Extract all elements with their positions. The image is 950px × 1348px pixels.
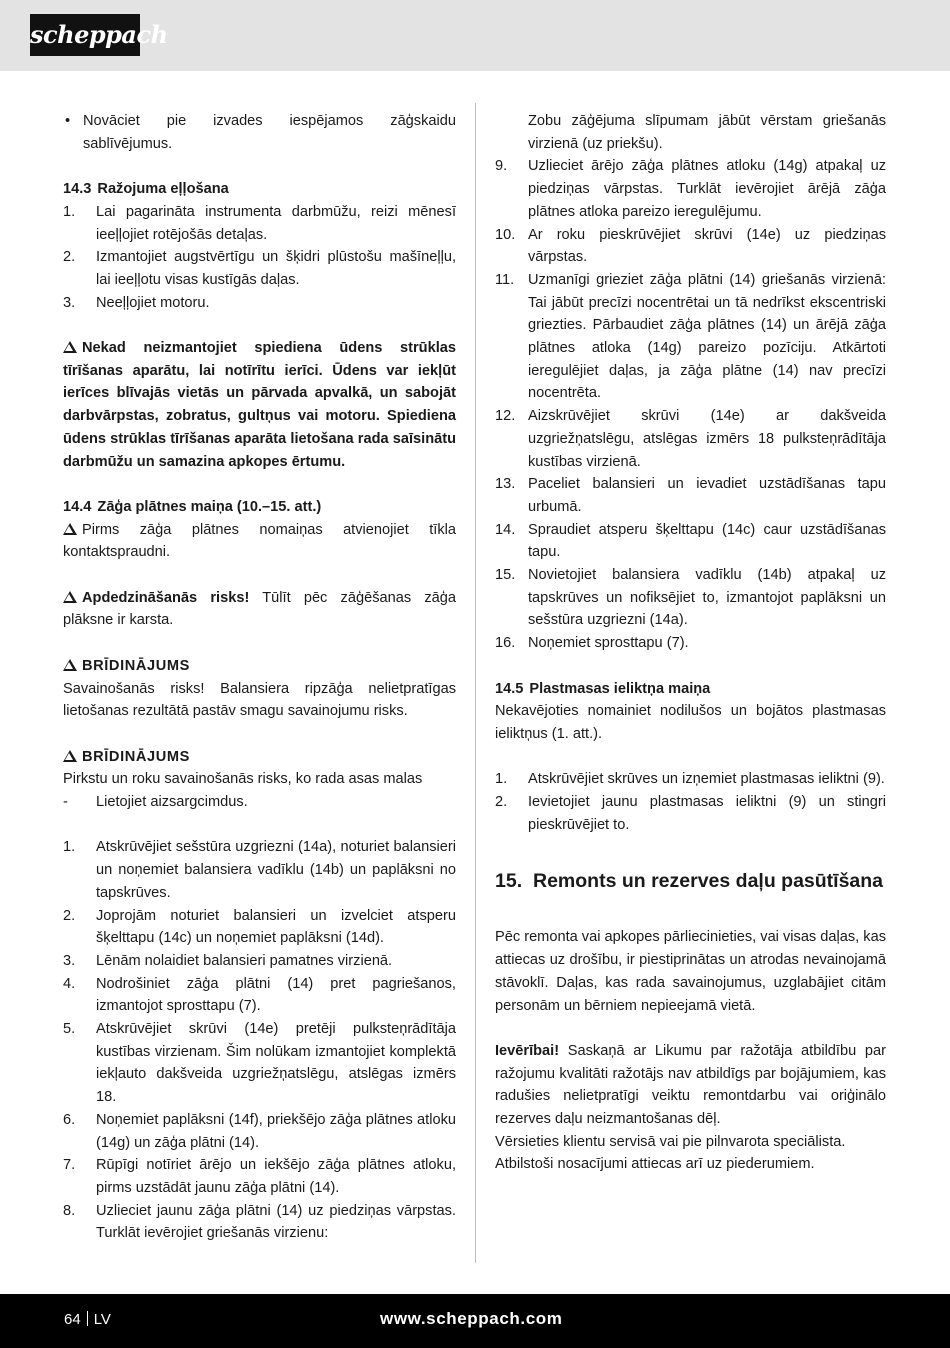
list-item: 4. Nodrošiniet zāģa plātni (14) pret pagriešanos, izmantojot sprosttapu (7).	[63, 975, 456, 1015]
list-item: 14. Spraudiet atsperu šķelttapu (14c) caur uzstādīšanas tapu.	[495, 521, 886, 561]
section-heading-15: 15. Remonts un rezerves daļu pasūtīšana	[495, 870, 884, 893]
right-column	[495, 110, 886, 1176]
list-item: 10. Ar roku pieskrūvējiet skrūvi (14e) uz piedziņas vārpstas.	[495, 226, 886, 266]
list-item: 1. Atskrūvējiet sešstūra uzgriezni (14a), noturiet balansieri un noņemiet balansiera vadīklu (14b) un paplāksni no tapskrūves.	[63, 839, 456, 901]
list-item: 2. Izmantojiet augstvērtīgu un šķidri plūstošu mašīneļļu, lai ieeļļotu visas kustīgās daļas.	[63, 249, 456, 288]
left-column	[63, 110, 456, 1245]
list-item: 13. Paceliet balansieri un ievadiet uzstādīšanas tapu urbumā.	[495, 476, 886, 515]
section-intro: Nekavējoties nomainiet nodilušos un bojātos plastmasas ieliktņus (1. att.).	[495, 703, 886, 742]
column-divider	[475, 103, 476, 1263]
list-item: 2. Ievietojiet jaunu plastmasas ieliktni (9) un stingri pieskrūvējiet to.	[495, 794, 886, 833]
list-item: - Lietojiet aizsargcimdus.	[63, 794, 248, 810]
list-item: 11. Uzmanīgi grieziet zāģa plātni (14) griešanās virzienā: Tai jābūt precīzi nocentrētai un tā nedrīkst ekscentriski griezties. Pārbaudiet zāģa plātnes (14) un ārējā zāģa plātnes atloka (14g) pareizo pozīciju. Atkārtoti ieregulējiet daļas, ja zāģa plātne (14) nav precīzi nocentrēta.	[495, 271, 886, 402]
warning-icon	[63, 523, 77, 535]
list-item: 15. Novietojiet balansiera vadīklu (14b) atpakaļ uz tapskrūves un nofiksējiet to, izmantojot paplāksni un sešstūra uzgriezni (14a).	[495, 567, 886, 629]
unplug-warning: Pirms zāģa plātnes nomaiņas atvienojiet tīkla kontaktspraudni.	[63, 521, 456, 561]
list-item: 3. Neeļļojiet motoru.	[63, 294, 210, 311]
list-item: 5. Atskrūvējiet skrūvi (14e) pretēji pulksteņrādītāja kustības virzienam. Šim nolūkam izmantojiet komplektā iekļauto dakšveida uzgriežņatslēgu, atslēgas izmērs 18.	[63, 1021, 456, 1106]
warning-icon	[63, 750, 77, 762]
list-item: 3. Lēnām nolaidiet balansieri pamatnes virzienā.	[63, 952, 393, 969]
bullet-marker: •	[65, 113, 71, 129]
list-item: 1. Atskrūvējiet skrūves un izņemiet plastmasas ieliktni (9).	[495, 771, 885, 788]
list-item: 2. Joprojām noturiet balansieri un izvelciet atsperu šķelttapu (14c) un noņemiet paplāksni (14d).	[63, 907, 456, 947]
list-item: 1. Lai pagarināta instrumenta darbmūžu, reizi mēnesī ieeļļojiet rotējošās detaļas.	[63, 203, 456, 243]
warning-heading: BRĪDINĀJUMS	[63, 746, 456, 769]
header-bar	[0, 0, 950, 71]
list-item: 9. Uzlieciet ārējo zāģa plātnes atloku (14g) atpakaļ uz piedziņas vārpstas. Turklāt ievērojiet ārējā zāģa plātnes atloka pareizo ieregulējumu.	[495, 158, 886, 220]
section-heading-14-4: 14.4 Zāģa plātnes maiņa (10.–15. att.)	[63, 498, 322, 515]
list-item: 8. Uzlieciet jaunu zāģa plātni (14) uz piedziņas vārpstas. Turklāt ievērojiet griešanās virzienu:	[63, 1202, 456, 1242]
list-item: 7. Rūpīgi notīriet ārējo un iekšējo zāģa plātnes atloku, pirms uzstādāt jaunu zāģa plātni (14).	[63, 1157, 456, 1196]
pressure-washer-warning: Nekad neizmantojiet spiediena ūdens strūklas tīrīšanas aparātu, lai notīrītu ierīci. Ūdens var iekļūt ierīces blīvajās vietās un pārvada apvalkā, un sabojāt darbvārpstas, zobratus, gultņus vai motoru. Spiediena ūdens strūklas tīrīšanas aparāta lietošana rada saīsinātu darbmūžu un samazina apkopes ērtumu.	[63, 340, 456, 470]
burn-warning: Apdedzināšanās risks! Tūlīt pēc zāģēšanas zāģa plāksne ir karsta.	[63, 589, 456, 629]
section-heading-14-5: 14.5 Plastmasas ieliktņa maiņa	[495, 680, 711, 697]
warning-icon	[63, 659, 77, 671]
warning-text: Savainošanās risks! Balansiera ripzāģa nelietpratīgas lietošanas rezultātā pastāv smagu savainojumu risks.	[63, 680, 456, 720]
footer-separator	[87, 1311, 88, 1326]
list-item: 16. Noņemiet sprosttapu (7).	[495, 635, 689, 652]
list-item-continuation: Zobu zāģējuma slīpumam jābūt vērstam griešanās virzienā (uz priekšu).	[528, 113, 886, 152]
notice-paragraph: Ievērībai! Saskaņā ar Likumu par ražotāja atbildību par ražojumu kvalitāti ražotājs nav atbildīgs par bojājumiem, kas radušies nelietpratīgi veiktu remontdarbu vai oriģinālo rezerves daļu neizmantošanas dēļ.	[495, 1042, 886, 1128]
list-item: 6. Noņemiet paplāksni (14f), priekšējo zāģa plātnes atloku (14g) un zāģa plātni (14).	[63, 1111, 456, 1151]
list-item: 12. Aizskrūvējiet skrūvi (14e) ar dakšveida uzgriežņatslēgu, atslēgas izmērs 18 pulksteņrādītāja kustības virzienā.	[495, 408, 886, 470]
section-heading-14-3: 14.3 Ražojuma eļļošana	[63, 181, 229, 198]
footer-bar	[0, 1294, 950, 1348]
service-paragraph: Vērsieties klientu servisā vai pie pilnvarota speciālista. Atbilstoši nosacījumi attiecas arī uz piederumiem.	[495, 1133, 846, 1173]
list-item	[63, 110, 456, 155]
website-link[interactable]: www.scheppach.com	[380, 1309, 563, 1328]
brand-logo: scheppach	[30, 14, 140, 56]
warning-heading: BRĪDINĀJUMS	[63, 655, 456, 678]
list-item-text: Novāciet pie izvades iespējamos zāģskaidu sablīvējumus.	[83, 113, 456, 152]
repair-paragraph: Pēc remonta vai apkopes pārliecinieties, vai visas daļas, kas attiecas uz drošību, ir piestiprinātas un atrodas nevainojamā stāvoklī. Daļas, kas rada savainojumus, uzglabājiet citām personām un bērniem nepieejamā vietā.	[495, 929, 886, 1014]
warning-icon	[63, 591, 77, 603]
warning-text: Pirkstu un roku savainošanās risks, ko rada asas malas	[63, 771, 423, 788]
warning-icon	[63, 341, 77, 353]
page-number: 64 LV	[64, 1311, 111, 1328]
